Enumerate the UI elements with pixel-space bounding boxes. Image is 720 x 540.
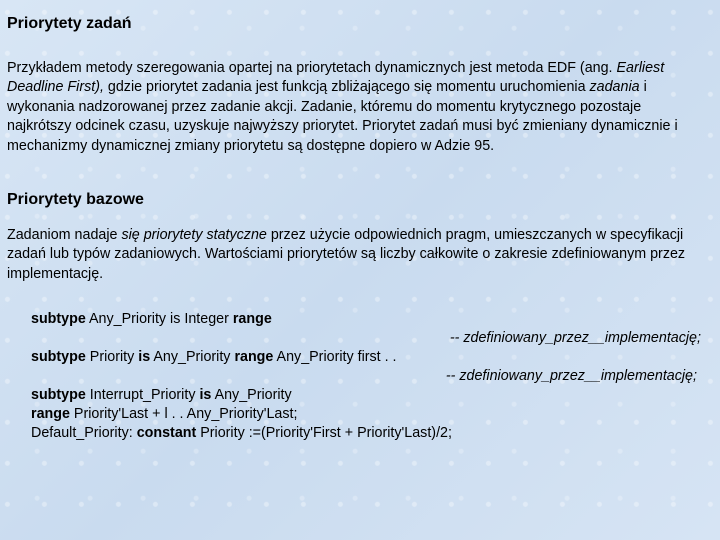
code-comment-1: -- zdefiniowany_przez__implementację;: [449, 330, 701, 346]
keyword: constant: [136, 425, 197, 441]
paragraph-edf: [7, 59, 707, 156]
code-line-4: [31, 405, 701, 424]
paragraph-base-priorities: [7, 226, 707, 284]
page-title: Priorytety zadań: [7, 15, 132, 32]
emphasis: zadania: [589, 79, 640, 96]
keyword: range: [232, 311, 272, 327]
code-line-3: [31, 386, 701, 405]
keyword: subtype: [31, 311, 86, 327]
code-text: Any_Priority is Integer: [85, 311, 233, 327]
code-line-5: [31, 424, 701, 443]
code-text: Priority :=(Priority'First + Priority'Last)/2;: [196, 425, 452, 441]
code-text: Priority: [85, 349, 139, 365]
emphasis: Earliest Deadline First),: [7, 60, 665, 96]
code-line-2: [31, 348, 701, 367]
code-comment-2: -- zdefiniowany_przez__implementację;: [445, 368, 697, 384]
text: gdzie priorytet zadania jest funkcją zbliżającego się momentu uruchomienia: [103, 79, 590, 96]
section-heading: Priorytety bazowe: [7, 191, 144, 208]
keyword: range: [31, 406, 70, 422]
emphasis: się priorytety statyczne: [121, 227, 267, 243]
code-line-1: [31, 310, 701, 329]
keyword: range: [234, 349, 274, 365]
code-text: Interrupt_Priority: [85, 387, 200, 403]
code-text: Any_Priority: [150, 349, 235, 365]
code-text: Any_Priority: [211, 387, 292, 403]
code-text: Default_Priority:: [31, 425, 137, 441]
code-text: Any_Priority first . .: [273, 349, 397, 365]
code-block: [31, 310, 701, 443]
text: i wykonania nadzorowanej przez zadanie akcji. Zadanie, któremu do momentu krytycznego pozostaje najkrótszy odcinek czasu, uzyskuje najwyższy priorytet. Priorytet zadań musi być zmieniany dynamicznie i mechanizmy dynamicznej zmiany priorytetu są dostępne dopiero w Adzie 95.: [7, 79, 678, 154]
keyword: subtype: [31, 349, 86, 365]
code-text: Priority'Last + l . . Any_Priority'Last;: [69, 406, 298, 422]
text: Zadaniom nadaje: [7, 227, 122, 243]
keyword: is: [199, 387, 212, 403]
text: przez użycie odpowiednich pragm, umieszczanych w specyfikacji zadań lub typów zadaniowych. Wartościami priorytetów są liczby całkowite o zakresie zdefiniowanym przez implementację.: [7, 227, 686, 282]
text: Przykładem metody szeregowania opartej na priorytetach dynamicznych jest metoda EDF (ang.: [7, 60, 617, 76]
keyword: subtype: [31, 387, 86, 403]
keyword: is: [138, 349, 151, 365]
